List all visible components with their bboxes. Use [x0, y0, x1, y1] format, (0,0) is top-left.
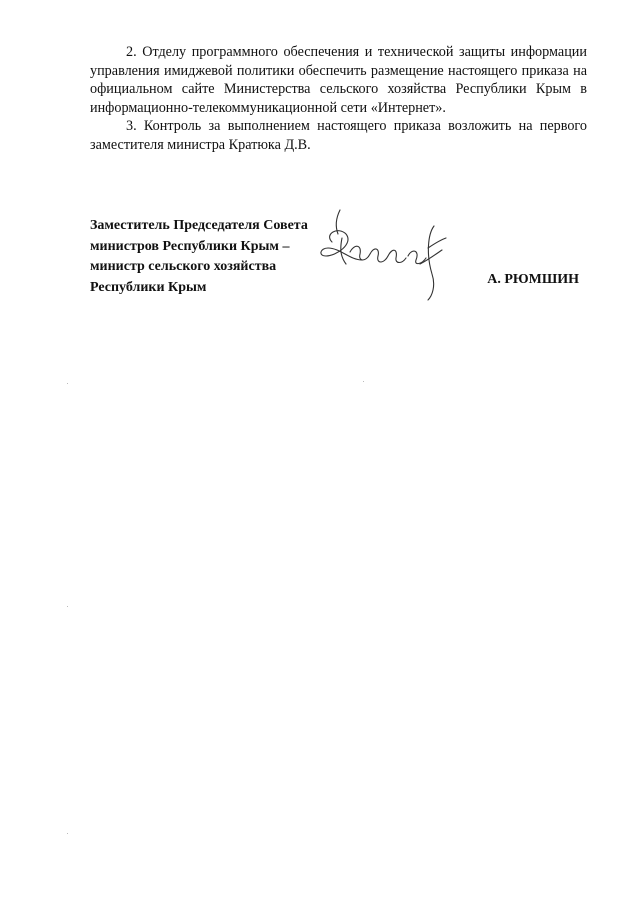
signature-block: [90, 216, 587, 296]
signer-title: [90, 216, 330, 298]
signer-title-line: Заместитель Председателя Совета: [90, 218, 308, 233]
signer-title-line: Республики Крым: [90, 279, 207, 295]
document-body: [90, 43, 587, 155]
paragraph-item-2: 2. Отделу программного обеспечения и технической защиты информации управления имиджевой политики обеспечить размещение настоящего приказа на официальном сайте Министерства сельского хозяйства Республики Крым в информационно-телекоммуникационной сети «Интернет».: [90, 44, 587, 116]
scan-speck: [363, 381, 364, 382]
scan-speck: [67, 383, 68, 384]
signer-name: А. РЮМШИН: [487, 272, 579, 287]
signer-title-line: министр сельского хозяйства: [90, 259, 277, 274]
handwritten-signature: [316, 204, 466, 304]
scan-speck: [67, 833, 68, 834]
scan-speck: [67, 606, 68, 607]
signer-title-line: министров Республики Крым –: [90, 238, 290, 254]
paragraph-item-3: 3. Контроль за выполнением настоящего приказа возложить на первого заместителя министра Кратюка Д.В.: [90, 118, 587, 153]
